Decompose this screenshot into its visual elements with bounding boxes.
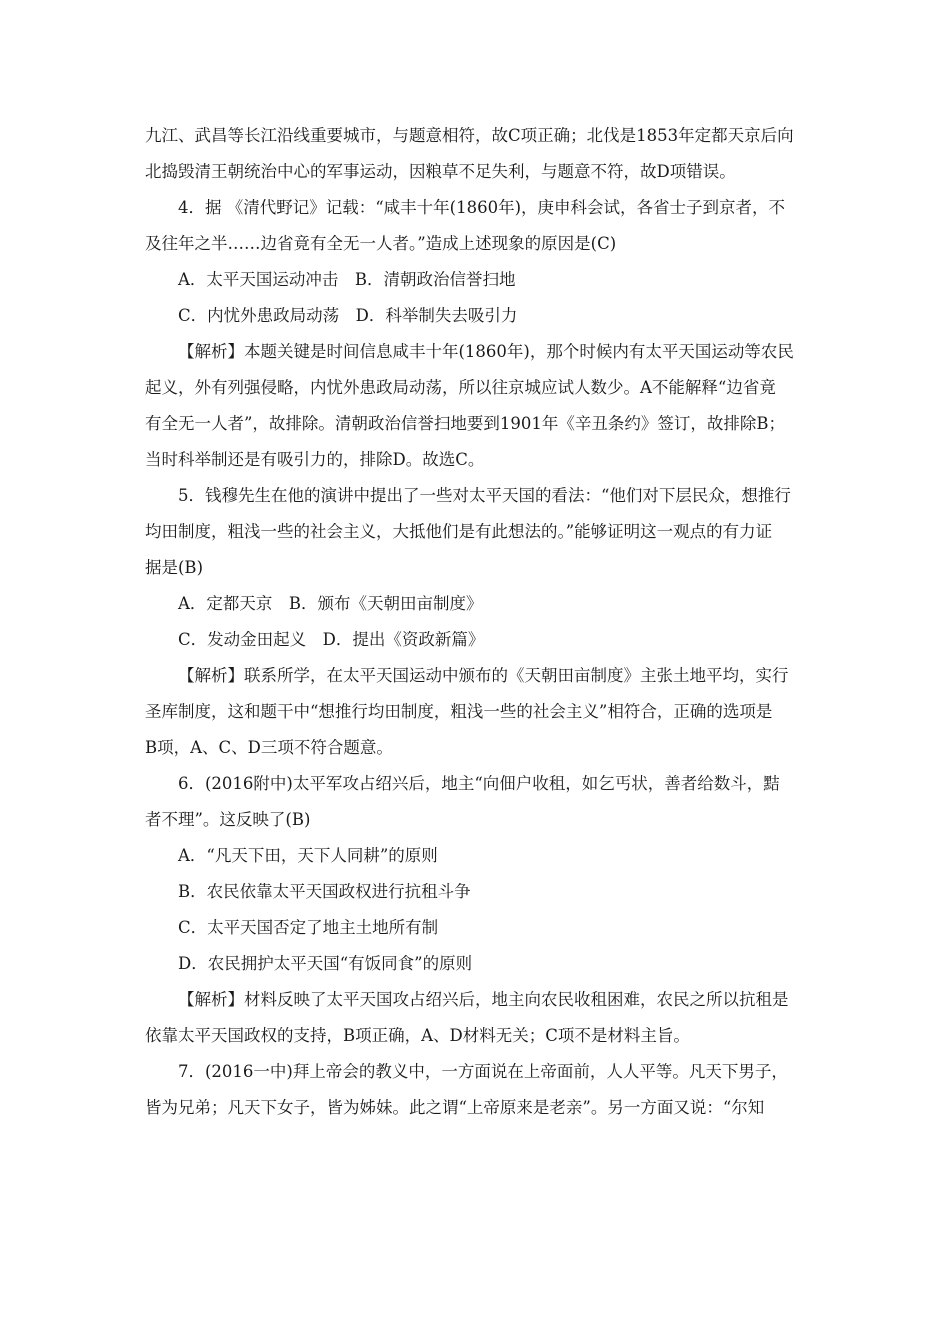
text-line: 及往年之半……边省竟有全无一人者。”造成上述现象的原因是(C) bbox=[145, 234, 617, 253]
option-line: C．内忧外患政局动荡 D．科举制失去吸引力 bbox=[178, 306, 518, 325]
question-4-line: 4．据 《清代野记》记载：“咸丰十年(1860年)，庚申科会试，各省士子到京者，不 bbox=[178, 198, 786, 217]
option-line: A．定都天京 B．颁布《天朝田亩制度》 bbox=[178, 594, 483, 613]
option-line: B．农民依靠太平天国政权进行抗租斗争 bbox=[178, 882, 471, 901]
text-line: 圣库制度，这和题干中“想推行均田制度，粗浅一些的社会主义”相符合，正确的选项是 bbox=[145, 702, 773, 721]
text-line: 皆为兄弟；凡天下女子，皆为姊妹。此之谓“上帝原来是老亲”。另一方面又说：“尔知 bbox=[145, 1098, 765, 1117]
text-line: 当时科举制还是有吸引力的，排除D。故选C。 bbox=[145, 450, 485, 469]
option-line: C．太平天国否定了地主土地所有制 bbox=[178, 918, 439, 937]
analysis-line: 【解析】本题关键是时间信息咸丰十年(1860年)，那个时候内有太平天国运动等农民 bbox=[178, 342, 794, 361]
option-line: C．发动金田起义 D．提出《资政新篇》 bbox=[178, 630, 485, 649]
analysis-line: 【解析】材料反映了太平天国攻占绍兴后，地主向农民收租困难，农民之所以抗租是 bbox=[178, 990, 789, 1009]
option-line: D．农民拥护太平天国“有饭同食”的原则 bbox=[178, 954, 473, 973]
text-line: 九江、武昌等长江沿线重要城市，与题意相符，故C项正确；北伐是1853年定都天京后向 bbox=[145, 126, 794, 145]
question-6-line: 6．(2016附中)太平军攻占绍兴后，地主“向佃户收租，如乞丐状，善者给数斗，黠 bbox=[178, 774, 780, 793]
text-line: 依靠太平天国政权的支持，B项正确，A、D材料无关；C项不是材料主旨。 bbox=[145, 1026, 690, 1045]
text-line: 者不理”。这反映了(B) bbox=[145, 810, 311, 829]
text-line: 起义，外有列强侵略，内忧外患政局动荡，所以往京城应试人数少。A不能解释“边省竟 bbox=[145, 378, 776, 397]
option-line: A．“凡天下田，天下人同耕”的原则 bbox=[178, 846, 438, 865]
text-line: 据是(B) bbox=[145, 558, 203, 577]
option-line: A．太平天国运动冲击 B．清朝政治信誉扫地 bbox=[178, 270, 516, 289]
text-line: 均田制度，粗浅一些的社会主义，大抵他们是有此想法的。”能够证明这一观点的有力证 bbox=[145, 522, 773, 541]
document-body bbox=[145, 118, 810, 1126]
question-7-line: 7．(2016一中)拜上帝会的教义中，一方面说在上帝面前，人人平等。凡天下男子， bbox=[178, 1062, 788, 1081]
text-line: B项，A、C、D三项不符合题意。 bbox=[145, 738, 393, 757]
analysis-line: 【解析】联系所学，在太平天国运动中颁布的《天朝田亩制度》主张土地平均，实行 bbox=[178, 666, 789, 685]
question-5-line: 5．钱穆先生在他的演讲中提出了一些对太平天国的看法：“他们对下层民众，想推行 bbox=[178, 486, 791, 505]
text-line: 北捣毁清王朝统治中心的军事运动，因粮草不足失利，与题意不符，故D项错误。 bbox=[145, 162, 736, 181]
text-line: 有全无一人者”，故排除。清朝政治信誉扫地要到1901年《辛丑条约》签订，故排除B； bbox=[145, 414, 786, 433]
